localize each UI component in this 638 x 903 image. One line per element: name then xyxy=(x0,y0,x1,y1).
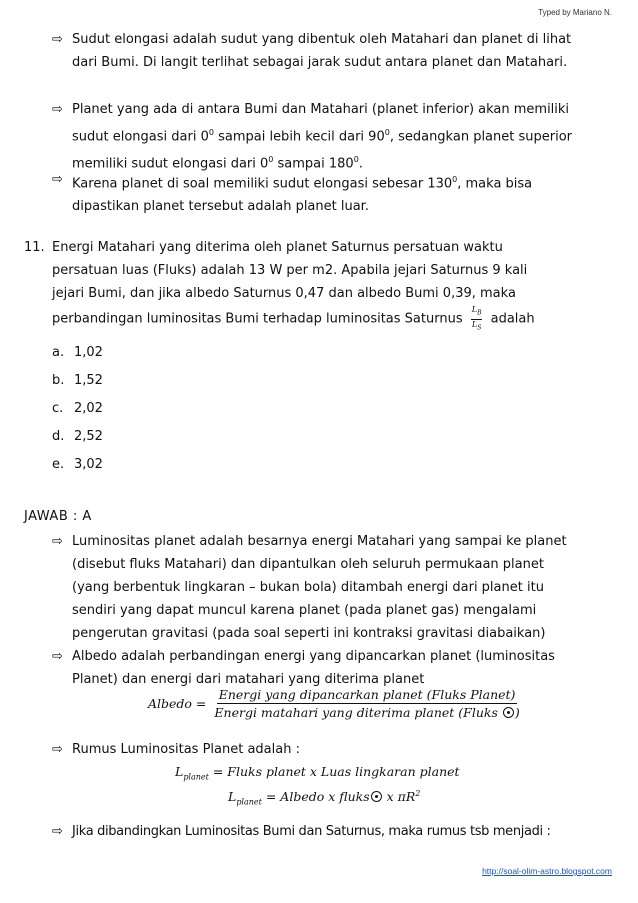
intro-bullet-3-line-1: Karena planet di soal memiliki sudut elongasi sebesar $130^0$, maka bisa xyxy=(72,175,533,192)
albedo-formula xyxy=(148,687,522,720)
hollow-right-arrow-icon: ⇨ xyxy=(52,742,63,757)
answer-bullet-1-line-3: (yang berbentuk lingkaran – bukan bola) ditambah energi dari planet itu xyxy=(72,580,544,595)
answer-bullet-1 xyxy=(72,530,612,645)
intro-bullet-1 xyxy=(72,28,612,74)
option-d: d. 2,52 xyxy=(52,429,103,444)
intro-bullet-3-line-2: dipastikan planet tersebut adalah planet luar. xyxy=(72,199,369,215)
intro-bullet-1-line-1: Sudut elongasi adalah sudut yang dibentuk oleh Matahari dan planet di lihat xyxy=(72,32,572,47)
option-a: a. 1,02 xyxy=(52,345,103,360)
sun-symbol-icon xyxy=(371,791,382,802)
question-line-2: persatuan luas (Fluks) adalah 13 W per m2. Apabila jejari Saturnus 9 kali xyxy=(52,263,528,278)
answer-bullet-1-line-4: sendiri yang dapat muncul karena planet (pada planet gas) mengalami xyxy=(72,603,537,618)
albedo-formula-denominator: Energi matahari yang diterima planet (Fluks ) xyxy=(214,705,520,720)
answer-label: JAWAB : A xyxy=(24,509,92,524)
answer-bullet-2 xyxy=(72,645,612,691)
answer-bullet-2-line-1: Albedo adalah perbandingan energi yang dipancarkan planet (luminositas xyxy=(72,649,555,664)
intro-bullet-1-line-2: dari Bumi. Di langit terlihat sebagai jarak sudut antara planet dan Matahari. xyxy=(72,55,568,70)
answer-bullet-1-line-1: Luminositas planet adalah besarnya energi Matahari yang sampai ke planet xyxy=(72,534,567,549)
question-line-1: Energi Matahari yang diterima oleh planet Saturnus persatuan waktu xyxy=(52,240,503,255)
luminosity-formula-2: $L_{planet}$ = Albedo x fluks x $\pi R^2$ xyxy=(228,789,421,807)
option-e: e. 3,02 xyxy=(52,457,103,472)
luminosity-ratio-fraction: $\frac{L_B}{L_S}$ xyxy=(471,305,482,332)
hollow-right-arrow-icon: ⇨ xyxy=(52,172,63,187)
question-line-4: perbandingan luminositas Bumi terhadap luminositas Saturnus $\frac{L_B}{L_S}$ adalah xyxy=(52,305,535,332)
albedo-formula-numerator: Energi yang dipancarkan planet (Fluks Planet) xyxy=(218,687,516,702)
albedo-formula-fraction xyxy=(212,687,521,720)
answer-bullet-1-line-2: (disebut fluks Matahari) dan dipantulkan oleh seluruh permukaan planet xyxy=(72,557,544,572)
intro-bullet-2-line-3: memiliki sudut elongasi dari $0^0$ sampai $180^0$. xyxy=(72,155,363,172)
intro-bullet-3 xyxy=(72,168,612,218)
albedo-formula-lhs: Albedo = xyxy=(148,696,207,711)
header-credit: Typed by Mariano N. xyxy=(538,8,612,17)
answer-bullet-2-line-2: Planet) dan energi dari matahari yang diterima planet xyxy=(72,672,425,687)
luminosity-formula-1: $L_{planet}$ = Fluks planet x Luas lingkaran planet xyxy=(175,764,460,782)
answer-bullet-3: Rumus Luminositas Planet adalah : xyxy=(72,742,300,757)
hollow-right-arrow-icon: ⇨ xyxy=(52,102,63,117)
hollow-right-arrow-icon: ⇨ xyxy=(52,649,63,664)
intro-bullet-2 xyxy=(72,98,612,176)
question-number: 11. xyxy=(24,240,45,255)
sun-symbol-icon xyxy=(503,707,514,718)
hollow-right-arrow-icon: ⇨ xyxy=(52,824,63,839)
answer-bullet-1-line-5: pengerutan gravitasi (pada soal seperti ini kontraksi gravitasi diabaikan) xyxy=(72,626,546,641)
question-line-3: jejari Bumi, dan jika albedo Saturnus 0,47 dan albedo Bumi 0,39, maka xyxy=(52,286,516,301)
option-c: c. 2,02 xyxy=(52,401,103,416)
hollow-right-arrow-icon: ⇨ xyxy=(52,534,63,549)
hollow-right-arrow-icon: ⇨ xyxy=(52,32,63,47)
footer-link[interactable]: http://soal-olim-astro.blogspot.com xyxy=(482,866,612,876)
intro-bullet-2-line-2: sudut elongasi dari $0^0$ sampai lebih kecil dari $90^0$, sedangkan planet superior xyxy=(72,128,573,145)
option-b: b. 1,52 xyxy=(52,373,103,388)
answer-bullet-4: Jika dibandingkan Luminositas Bumi dan Saturnus, maka rumus tsb menjadi : xyxy=(72,824,551,839)
question-text xyxy=(52,236,612,333)
intro-bullet-2-line-1: Planet yang ada di antara Bumi dan Matahari (planet inferior) akan memiliki xyxy=(72,102,570,117)
